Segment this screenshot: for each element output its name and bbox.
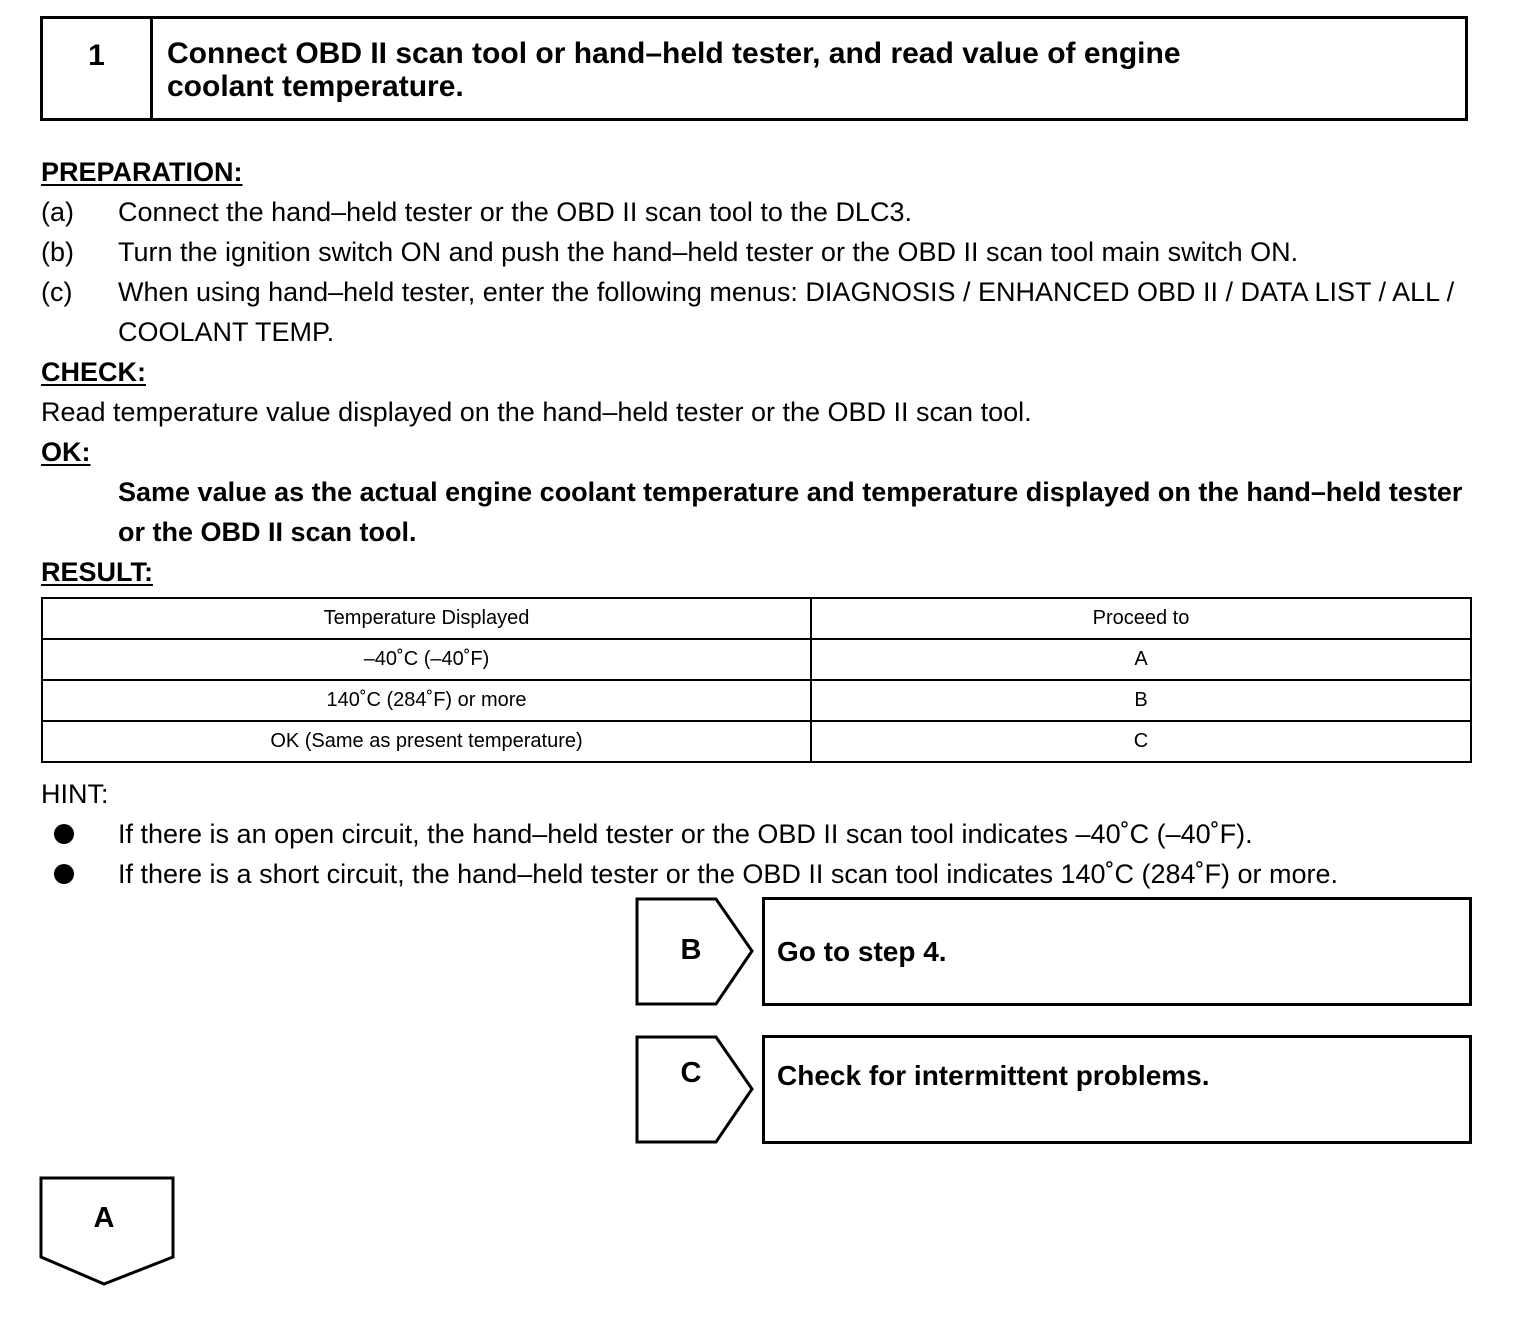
hint-item-text: If there is an open circuit, the hand–held tester or the OBD II scan tool indicates –40˚C (–40˚F). bbox=[118, 819, 1253, 849]
hint-heading: HINT: bbox=[41, 779, 109, 809]
preparation-item-text: Connect the hand–held tester or the OBD II scan tool to the DLC3. bbox=[118, 197, 912, 227]
continue-letter: A bbox=[93, 1202, 115, 1234]
step-number: 1 bbox=[43, 19, 153, 118]
column-header-proceed: Proceed to bbox=[811, 598, 1471, 639]
branch-result-text: Check for intermittent problems. bbox=[777, 1060, 1210, 1091]
table-cell: B bbox=[811, 680, 1471, 721]
check-text: Read temperature value displayed on the hand–held tester or the OBD II scan tool. bbox=[41, 397, 1032, 427]
table-cell: OK (Same as present temperature) bbox=[42, 721, 811, 762]
result-table bbox=[41, 597, 1472, 763]
preparation-heading: PREPARATION: bbox=[41, 157, 243, 187]
check-heading: CHECK: bbox=[41, 357, 146, 387]
preparation-item-label: (b) bbox=[41, 237, 74, 267]
preparation-item-text: When using hand–held tester, enter the following menus: DIAGNOSIS / ENHANCED OBD II / DATA LIST / ALL / COOLANT TEMP. bbox=[118, 277, 1455, 347]
table-cell: –40˚C (–40˚F) bbox=[42, 639, 811, 680]
branch-result-text: Go to step 4. bbox=[777, 936, 947, 967]
preparation-item-label: (a) bbox=[41, 197, 74, 227]
branch-result-box bbox=[762, 1035, 1472, 1144]
table-cell: A bbox=[811, 639, 1471, 680]
table-row bbox=[42, 639, 1471, 680]
table-cell: 140˚C (284˚F) or more bbox=[42, 680, 811, 721]
table-header-row bbox=[42, 598, 1471, 639]
preparation-item-label: (c) bbox=[41, 277, 73, 307]
bullet-icon bbox=[54, 824, 74, 844]
ok-criteria-text: Same value as the actual engine coolant temperature and temperature displayed on the hand–held tester or the OBD II scan tool. bbox=[118, 477, 1463, 547]
table-row bbox=[42, 721, 1471, 762]
branch-letter: B bbox=[680, 934, 702, 966]
branch-arrow-shape bbox=[634, 1034, 758, 1146]
bullet-icon bbox=[54, 864, 74, 884]
branch-result-box bbox=[762, 897, 1472, 1006]
branch-letter: C bbox=[680, 1057, 702, 1089]
hint-item-text: If there is a short circuit, the hand–held tester or the OBD II scan tool indicates 140˚C (284˚F) or more. bbox=[118, 859, 1339, 889]
result-heading: RESULT: bbox=[41, 557, 153, 587]
preparation-item-text: Turn the ignition switch ON and push the hand–held tester or the OBD II scan tool main switch ON. bbox=[118, 237, 1299, 267]
column-header-temperature: Temperature Displayed bbox=[42, 598, 811, 639]
step-title: Connect OBD II scan tool or hand–held tester, and read value of engine coolant temperature. bbox=[167, 37, 1181, 103]
table-cell: C bbox=[811, 721, 1471, 762]
table-row bbox=[42, 680, 1471, 721]
step-header bbox=[40, 16, 1468, 121]
ok-heading: OK: bbox=[41, 437, 91, 467]
